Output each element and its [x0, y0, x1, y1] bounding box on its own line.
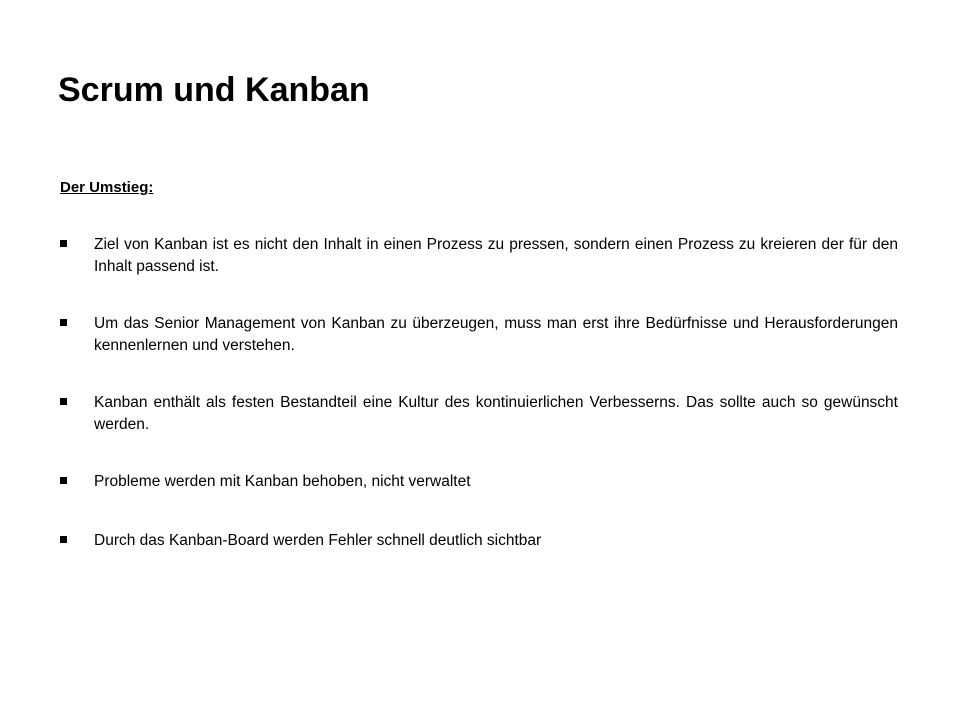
square-bullet-icon	[60, 398, 67, 405]
section-subheading: Der Umstieg:	[60, 179, 154, 196]
square-bullet-icon	[60, 240, 67, 247]
slide-title: Scrum und Kanban	[58, 71, 370, 109]
bullet-text: Um das Senior Management von Kanban zu überzeugen, muss man erst ihre Bedürfnisse und Herausforderungen kennenlernen und verstehen.	[94, 315, 898, 354]
square-bullet-icon	[60, 319, 67, 326]
list-item	[60, 530, 898, 552]
bullet-text: Kanban enthält als festen Bestandteil eine Kultur des kontinuierlichen Verbesserns. Das sollte auch so gewünscht werden.	[94, 394, 898, 433]
square-bullet-icon	[60, 477, 67, 484]
list-item	[60, 234, 898, 278]
bullet-text: Durch das Kanban-Board werden Fehler schnell deutlich sichtbar	[94, 532, 542, 549]
list-item	[60, 471, 898, 493]
bullet-list	[60, 234, 898, 589]
list-item	[60, 313, 898, 357]
bullet-text: Probleme werden mit Kanban behoben, nicht verwaltet	[94, 473, 471, 490]
bullet-text: Ziel von Kanban ist es nicht den Inhalt in einen Prozess zu pressen, sondern einen Prozess zu kreieren der für den Inhalt passend ist.	[94, 236, 898, 275]
list-item	[60, 392, 898, 436]
square-bullet-icon	[60, 536, 67, 543]
